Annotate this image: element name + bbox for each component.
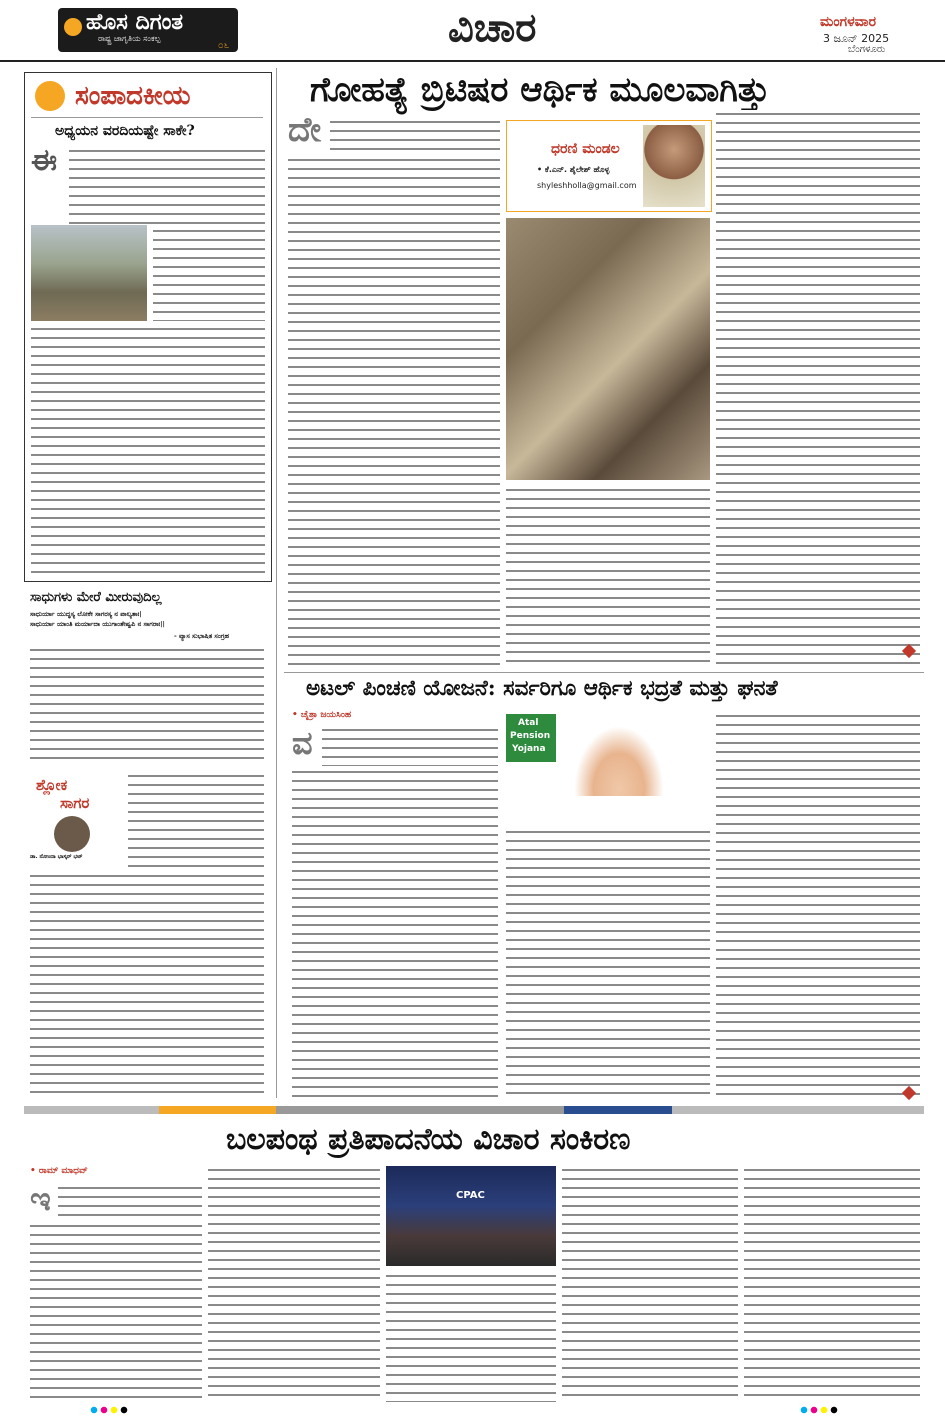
issue-date: 3 ಜೂನ್ 2025 — [823, 32, 890, 45]
logo-tagline: ರಾಷ್ಟ್ರ ಜಾಗೃತಿಯ ಸಂಕಲ್ಪ — [98, 34, 161, 43]
bottom-body-col-1 — [30, 1222, 202, 1402]
atal-pension-logo — [506, 712, 706, 822]
sayings-body-bottom — [30, 872, 264, 1098]
logo-emblem-icon — [64, 18, 82, 36]
editorial-body-intro — [69, 147, 265, 225]
sayings-verse-2: ಸಾಧುರ್ಯಾ ಯಾಂತಿ ಮರ್ಯಾದಾ ಯುಗಾಂತೇಷ್ವಪಿ ನ ಸಾಗರಾಃ|| — [30, 620, 165, 628]
sayings-source: - ವ್ಯಾಸ ಸುಭಾಷಿತ ಸಂಗ್ರಹ — [174, 632, 230, 640]
page-number: ೦೬ — [218, 40, 230, 51]
issue-city: ಬೆಂಗಳೂರು — [848, 44, 886, 55]
atal-dropcap: ವ — [292, 724, 313, 762]
shloka-badge — [30, 772, 122, 866]
column-divider-left — [276, 68, 277, 1098]
shloka-badge-line-2: ಸಾಗರ — [60, 794, 90, 812]
bottom-byline: • ರಾಮ್ ಮಾಧವ್ — [30, 1166, 88, 1176]
lead-headline: ಗೋಹತ್ಯೆ ಬ್ರಿಟಿಷರ ಆರ್ಥಿಕ ಮೂಲವಾಗಿತ್ತು — [310, 70, 770, 110]
lead-body-col-1 — [330, 118, 500, 154]
bottom-body-col-1a — [58, 1184, 202, 1220]
sayings-body-right — [128, 772, 264, 868]
atal-logo-line-2: Pension — [510, 731, 551, 741]
atal-body-col-1 — [322, 726, 498, 766]
column-author: • ಕೆ.ಎನ್. ಶೈಲೇಶ್ ಹೊಳ್ಳ — [537, 165, 610, 174]
conference-photo-sign: CPAC — [456, 1190, 485, 1201]
masthead — [0, 0, 945, 62]
shloka-badge-line-1: ಶ್ಲೋಕ — [36, 776, 68, 794]
editorial-dropcap: ಈ — [31, 143, 58, 178]
bottom-headline: ಬಲಪಂಥ ಪ್ರತಿಪಾದನೆಯ ವಿಚಾರ ಸಂಕಿರಣ — [226, 1122, 631, 1157]
issue-day: ಮಂಗಳವಾರ — [820, 14, 877, 30]
bottom-body-col-4 — [562, 1166, 738, 1402]
sayings-body-top — [30, 646, 264, 766]
bottom-body-col-2 — [208, 1166, 380, 1402]
atal-body-col-1b — [292, 768, 498, 1098]
column-email: shyleshholla@gmail.com — [537, 181, 637, 190]
editorial-headline: ಅಧ್ಯಯನ ವರದಿಯಷ್ಟೇ ಸಾಕೇ? — [55, 123, 195, 139]
editorial-box — [24, 72, 272, 582]
editorial-emblem-icon — [35, 81, 65, 111]
horizontal-divider-1 — [284, 672, 924, 673]
column-box — [506, 120, 712, 212]
lead-body-col-3 — [716, 110, 920, 668]
cattle-photo — [506, 218, 710, 480]
editorial-label: ಸಂಪಾದಕೀಯ — [75, 81, 191, 111]
elderly-couple-icon — [574, 726, 664, 796]
section-separator — [24, 1106, 924, 1114]
newspaper-logo[interactable] — [58, 8, 238, 52]
registration-dots-right-icon — [800, 1406, 860, 1414]
column-name: ಧರಣಿ ಮಂಡಲ — [551, 141, 620, 157]
logo-name: ಹೊಸ ದಿಗಂತ — [86, 10, 184, 35]
editorial-body-right — [153, 227, 265, 321]
lead-body-col-1b — [288, 156, 500, 668]
shloka-author: ಡಾ. ನೋಂದಾ ಭಾಸ್ಕರ್ ಭಟ್ — [30, 854, 83, 860]
sayings-headline: ಸಾಧುಗಳು ಮೇರೆ ಮೀರುವುದಿಲ್ಲ — [30, 590, 162, 605]
atal-body-col-2 — [506, 828, 710, 1098]
landslide-photo — [31, 225, 147, 321]
lead-body-col-2 — [506, 486, 710, 668]
bottom-body-col-3 — [386, 1272, 556, 1402]
atal-body-col-3 — [716, 712, 920, 1098]
atal-logo-box — [506, 714, 556, 762]
atal-logo-line-3: Yojana — [512, 744, 546, 754]
atal-logo-line-1: Atal — [518, 718, 539, 728]
bottom-body-col-5 — [744, 1166, 920, 1402]
columnist-photo — [643, 125, 705, 207]
editorial-body-main — [31, 325, 265, 575]
bottom-dropcap: ಇ — [30, 1180, 51, 1218]
atal-byline: • ಚೈತ್ರಾ ಜಯಸಿಂಹ — [292, 710, 352, 720]
editorial-header — [31, 77, 263, 118]
section-title: ವಿಚಾರ — [448, 4, 537, 51]
atal-headline: ಅಟಲ್ ಪಿಂಚಣಿ ಯೋಜನೆ: ಸರ್ವರಿಗೂ ಆರ್ಥಿಕ ಭದ್ರತೆ ಮತ್ತು ಘನತೆ — [306, 676, 778, 701]
registration-dots-left-icon — [90, 1406, 150, 1414]
author-photo — [54, 816, 90, 852]
conference-photo — [386, 1166, 556, 1266]
lead-dropcap: ದೇ — [288, 110, 322, 150]
sayings-verse-1: ಸಾಧುರ್ಯಾ ಯುದ್ಧಸ್ಯ ಲೋಕೇ ಸಾಗರಸ್ಯ ನ ಪಾಲ್ಯತಾಃ| — [30, 610, 142, 618]
sayings-column — [24, 586, 270, 1106]
